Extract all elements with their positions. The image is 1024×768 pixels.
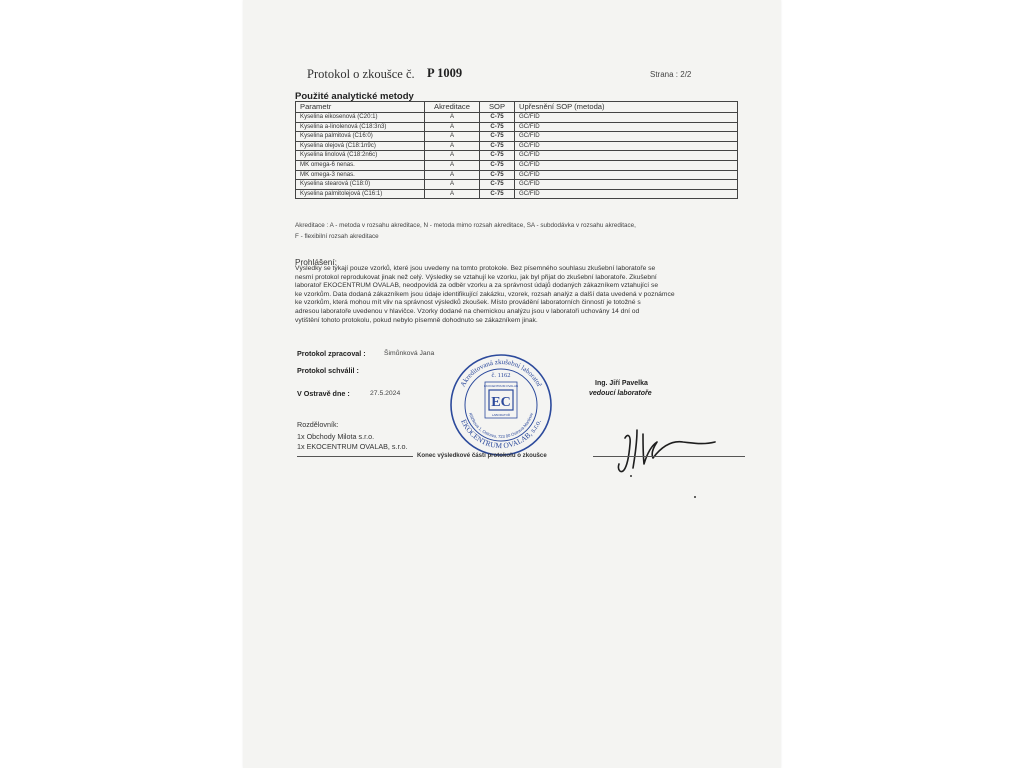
signatory-role: vedoucí laboratoře xyxy=(589,390,652,397)
cell-metoda: GC/FID xyxy=(515,160,738,170)
cell-metoda: GC/FID xyxy=(515,189,738,199)
cell-parametr: Kyselina a-linolenová (C18:3n3) xyxy=(296,122,425,132)
declaration-line: vytištění tohoto protokolu, pokud nebylo písemně dohodnuto se zákazníkem jinak. xyxy=(295,316,538,324)
laboratory-stamp xyxy=(446,350,556,460)
footer-rule-left xyxy=(297,456,413,457)
distribution-item: 1x Obchody Milota s.r.o. xyxy=(297,432,375,441)
declaration-line: adresou laboratoře uvedenou v hlavičce. Vzorky dodané na chemickou analýzu jsou v laboratoři uchovány 14 dní od xyxy=(295,307,640,315)
column-header-upresneni: Upřesnění SOP (metoda) xyxy=(515,102,738,113)
declaration-heading: Prohlášení: xyxy=(295,257,337,267)
processed-by-label: Protokol zpracoval : xyxy=(297,349,366,358)
cell-metoda: GC/FID xyxy=(515,132,738,142)
distribution-label: Rozdělovník: xyxy=(297,420,339,429)
ink-dot xyxy=(630,475,632,477)
accreditation-legend-line-2: F - flexibilní rozsah akreditace xyxy=(295,233,379,240)
ink-dot xyxy=(694,496,696,498)
cell-sop: C-75 xyxy=(480,180,515,190)
cell-akreditace: A xyxy=(425,113,480,123)
declaration-line: laboratoř EKOCENTRUM OVALAB, neodpovídá za odběr vzorku a za správnost údajů dodaných zákazníkem vztahující se xyxy=(295,282,659,290)
table-row xyxy=(296,141,738,151)
footer-rule-right xyxy=(593,456,745,457)
cell-akreditace: A xyxy=(425,180,480,190)
column-header-sop: SOP xyxy=(480,102,515,113)
accreditation-legend-line-1: Akreditace : A - metoda v rozsahu akreditace, N - metoda mimo rozsah akreditace, SA - subdodávka v rozsahu akreditace, xyxy=(295,222,636,229)
stamp-outer-top-text: Akreditovaná zkušební laboratoř xyxy=(458,357,544,389)
processed-by-value: Šimůnková Jana xyxy=(384,350,435,357)
cell-akreditace: A xyxy=(425,122,480,132)
table-row xyxy=(296,170,738,180)
table-row xyxy=(296,189,738,199)
table-row xyxy=(296,132,738,142)
protocol-title: Protokol o zkoušce č. xyxy=(307,67,415,81)
cell-sop: C-75 xyxy=(480,122,515,132)
place-date-label: V Ostravě dne : xyxy=(297,389,350,398)
page-indicator: Strana : 2/2 xyxy=(650,70,692,79)
cell-metoda: GC/FID xyxy=(515,122,738,132)
cell-sop: C-75 xyxy=(480,132,515,142)
table-row xyxy=(296,180,738,190)
cell-akreditace: A xyxy=(425,132,480,142)
declaration-line: nesmí protokol reprodukovat jinak než celý. Výsledky se vztahují ke vzorku, jak byl přijat do zkušební laboratoře. Zkušební xyxy=(295,273,657,281)
cell-parametr: MK omega-3 nenas. xyxy=(296,170,425,180)
stamp-logo-top-text: EKOCENTRUM OVALAB xyxy=(484,384,518,388)
cell-akreditace: A xyxy=(425,141,480,151)
stamp-logo-bottom-text: LABORATOŘ xyxy=(491,413,511,417)
section-title: Použité analytické metody xyxy=(295,91,414,102)
table-row xyxy=(296,113,738,123)
cell-parametr: Kyselina eikosenová (C20:1) xyxy=(296,113,425,123)
cell-parametr: Kyselina palmitová (C16:0) xyxy=(296,132,425,142)
end-of-results-note: Konec výsledkové části protokolu o zkoušce xyxy=(417,452,547,459)
cell-metoda: GC/FID xyxy=(515,141,738,151)
cell-sop: C-75 xyxy=(480,160,515,170)
cell-akreditace: A xyxy=(425,160,480,170)
approved-by-label: Protokol schválil : xyxy=(297,366,359,375)
declaration-line: Výsledky se týkají pouze vzorků, které jsou uvedeny na tomto protokole. Bez písemného souhlasu zkušební laboratoře se xyxy=(295,265,656,272)
document-page xyxy=(243,0,781,768)
stamp-logo-ec: EC xyxy=(491,395,511,410)
table-row xyxy=(296,122,738,132)
declaration-text xyxy=(295,265,773,325)
cell-akreditace: A xyxy=(425,170,480,180)
place-date-value: 27.5.2024 xyxy=(370,390,401,397)
stamp-number: č. 1162 xyxy=(491,372,511,379)
declaration-line: ke vzorkům. Data dodaná zákazníkem jsou údaje identifikující zakázku, vzorek, rozsah analýz a další data uvedená v poznámce xyxy=(295,290,675,298)
declaration-line: ke vzorkům, která mohou mít vliv na správnost výsledků zkoušek. Místo provádění laboratorních činností je totožné s xyxy=(295,299,641,307)
cell-akreditace: A xyxy=(425,189,480,199)
cell-sop: C-75 xyxy=(480,113,515,123)
column-header-akreditace: Akreditace xyxy=(425,102,480,113)
cell-parametr: Kyselina stearová (C18:0) xyxy=(296,180,425,190)
signatory-name: Ing. Jiří Pavelka xyxy=(595,380,648,387)
cell-parametr: Kyselina palmitolejová (C16:1) xyxy=(296,189,425,199)
handwritten-signature xyxy=(613,420,733,476)
table-row xyxy=(296,151,738,161)
cell-metoda: GC/FID xyxy=(515,113,738,123)
cell-sop: C-75 xyxy=(480,151,515,161)
cell-akreditace: A xyxy=(425,151,480,161)
distribution-item: 1x EKOCENTRUM OVALAB, s.r.o. xyxy=(297,442,408,451)
protocol-number: P 1009 xyxy=(427,66,463,80)
cell-parametr: Kyselina olejová (C18:1n9c) xyxy=(296,141,425,151)
cell-sop: C-75 xyxy=(480,189,515,199)
table-row xyxy=(296,160,738,170)
cell-parametr: Kyselina linolová (C18:2n6c) xyxy=(296,151,425,161)
cell-metoda: GC/FID xyxy=(515,180,738,190)
table-header-row xyxy=(296,102,738,113)
cell-metoda: GC/FID xyxy=(515,170,738,180)
cell-parametr: MK omega-6 nenas. xyxy=(296,160,425,170)
cell-sop: C-75 xyxy=(480,141,515,151)
column-header-parametr: Parametr xyxy=(296,102,425,113)
cell-sop: C-75 xyxy=(480,170,515,180)
methods-table xyxy=(295,101,738,199)
stamp-inner-bottom-text: Křižíkova 1, Ostrava, 723 00 Ostrava-Martinov xyxy=(468,412,534,440)
cell-metoda: GC/FID xyxy=(515,151,738,161)
stamp-outer-bottom-text: EKOCENTRUM OVALAB, s.r.o. xyxy=(459,417,543,451)
